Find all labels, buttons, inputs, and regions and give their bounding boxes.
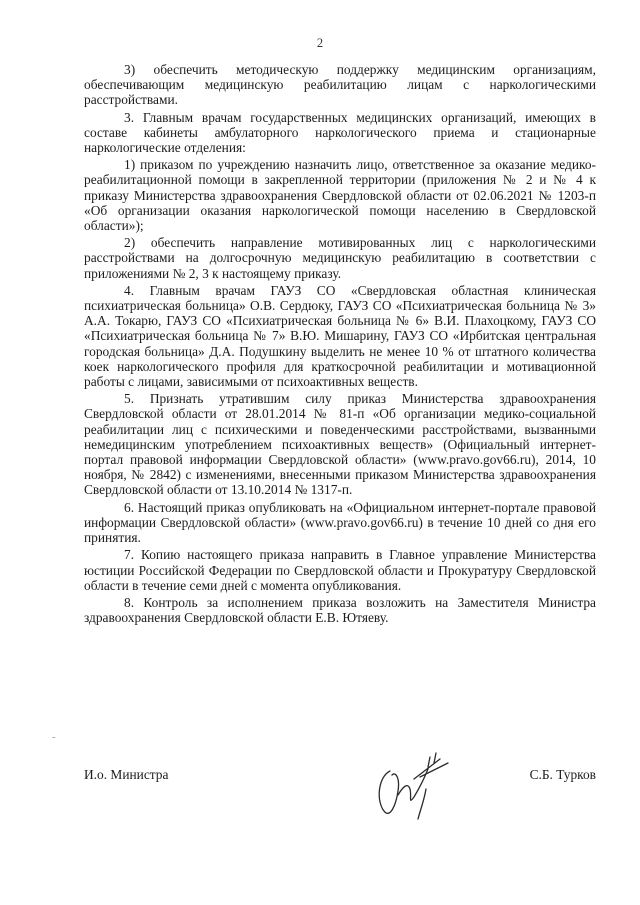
scan-mark: -	[52, 731, 56, 743]
paragraph-3-3: 3) обеспечить методическую поддержку медицинским организациям, обеспечивающим медицинскую реабилитацию лицам с наркологическими расстройствами.	[84, 62, 596, 108]
paragraph-item-7: 7. Копию настоящего приказа направить в Главное управление Министерства юстиции Российской Федерации по Свердловской области и Прокуратуру Свердловской области в течение семи дней с момента опубликования.	[84, 547, 596, 593]
paragraph-item-3: 3. Главным врачам государственных медицинских организаций, имеющих в составе кабинеты амбулаторного наркологического приема и стационарные наркологические отделения:	[84, 109, 596, 156]
signature-image	[370, 749, 460, 829]
paragraph-item-5: 5. Признать утратившим силу приказ Министерства здравоохранения Свердловской области от 28.01.2014 № 81-п «Об организации медико-социальной реабилитации лиц с психическими и поведенческими расстройствами, вызванными немедицинским употреблением психоактивных веществ» (Официальный интернет-портал правовой информации Свердловской области» (www.pravo.gov66.ru), 2014, 10 ноября, № 2842) с изменениями, внесенными приказом Министерства здравоохранения Свердловской области от 13.10.2014 № 1317-п.	[84, 391, 596, 498]
paragraph-item-8: 8. Контроль за исполнением приказа возложить на Заместителя Министра здравоохранения Свердловской области Е.В. Ютяеву.	[84, 594, 596, 626]
signature-block	[84, 763, 596, 843]
signer-name: С.Б. Турков	[529, 767, 596, 782]
signer-position: И.о. Министра	[84, 767, 169, 782]
document-body	[84, 62, 596, 625]
paragraph-item-4: 4. Главным врачам ГАУЗ СО «Свердловская областная клиническая психиатрическая больница» О.В. Сердюку, ГАУЗ СО «Психиатрическая больница № 3» А.А. Токарю, ГАУЗ СО «Психиатрическая больница № 6» В.И. Плахоцкому, ГАУЗ СО «Психиатрическая больница № 7» В.Ю. Мишарину, ГАУЗ СО «Ирбитская центральная городская больница» Д.А. Подушкину выделить не менее 10 % от штатного количества коек наркологического профиля для краткосрочной реабилитации и мотивационной работы с лицами, зависимыми от психоактивных веществ.	[84, 282, 596, 390]
paragraph-item-6: 6. Настоящий приказ опубликовать на «Официальном интернет-портале правовой информации Свердловской области» (www.pravo.gov66.ru) в течение 10 дней со дня его принятия.	[84, 499, 596, 546]
page-number: 2	[316, 36, 324, 50]
paragraph-3-1: 1) приказом по учреждению назначить лицо, ответственное за оказание медико-реабилитационной помощи в закрепленной территории (приложения № 2 и № 4 к приказу Министерства здравоохранения Свердловской области от 02.06.2021 № 1203-п «Об организации оказания наркологической помощи населению в Свердловской области»);	[84, 157, 596, 234]
paragraph-3-2: 2) обеспечить направление мотивированных лиц с наркологическими расстройствами на долгосрочную медицинскую реабилитацию в соответствии с приложениями № 2, 3 к настоящему приказу.	[84, 235, 596, 281]
